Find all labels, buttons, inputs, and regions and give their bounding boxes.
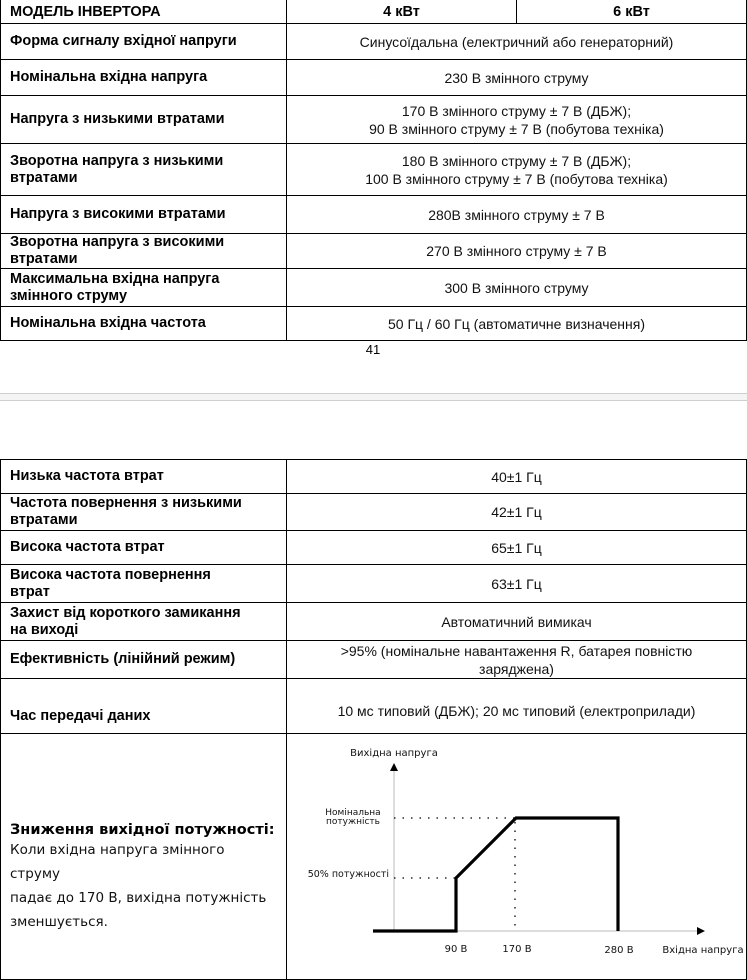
nominal-label: Номінальна (325, 808, 381, 818)
page-break-divider (0, 393, 747, 401)
row-value: 280В змінного струму ± 7 В (287, 196, 747, 234)
derating-desc-line: Коли вхідна напруга змінного струму (10, 842, 225, 882)
model-header-label: МОДЕЛЬ ІНВЕРТОРА (1, 0, 287, 24)
value-line: 170 В змінного струму ± 7 В (ДБЖ); (401, 102, 632, 119)
value-line: >95% (номінальне навантаження R, батарея повністю (340, 643, 693, 659)
inverter-spec-table-continued (0, 459, 747, 980)
table-row (1, 96, 747, 144)
table-row (1, 24, 747, 60)
nominal-label: потужність (326, 817, 380, 827)
table-row (1, 269, 747, 307)
x-axis-arrow-icon (697, 927, 705, 935)
half-power-label: 50% потужності (307, 869, 389, 880)
row-label (1, 234, 287, 269)
label-line: втратами (10, 251, 78, 267)
label-line: Висока частота повернення (10, 566, 211, 583)
row-value: 40±1 Гц (287, 460, 747, 494)
x-tick-90v: 90 В (444, 944, 468, 955)
derating-chart-cell (287, 734, 747, 980)
value-line: 180 В змінного струму ± 7 В (ДБЖ); (401, 152, 632, 169)
row-label: Низька частота втрат (1, 460, 287, 494)
row-value: Синусоїдальна (електричний або генераторний) (287, 24, 747, 60)
row-value: 10 мс типовий (ДБЖ); 20 мс типовий (електроприлади) (287, 679, 747, 734)
table-header-row (1, 0, 747, 24)
row-value (287, 641, 747, 679)
table-row (1, 603, 747, 641)
table-row (1, 494, 747, 531)
row-label: Висока частота втрат (1, 531, 287, 565)
row-label (1, 144, 287, 196)
label-line: Частота повернення з низькими (10, 495, 242, 511)
derating-desc-line: зменшується. (10, 914, 108, 930)
row-label: Напруга з низькими втратами (1, 96, 287, 144)
row-value (287, 96, 747, 144)
table-row (1, 234, 747, 269)
table-row (1, 679, 747, 734)
table-row (1, 565, 747, 603)
row-value: Автоматичний вимикач (287, 603, 747, 641)
output-power-curve (373, 818, 618, 931)
label-line: втрат (10, 583, 50, 600)
label-line: втратами (10, 169, 78, 186)
x-axis-label: Вхідна напруга (662, 945, 744, 956)
row-label: Форма сигналу вхідної напруги (1, 24, 287, 60)
table-row (1, 460, 747, 494)
label-line: Захист від короткого замикання (10, 604, 241, 621)
row-label: Номінальна вхідна напруга (1, 60, 287, 96)
table-row (1, 196, 747, 234)
row-value: 50 Гц / 60 Гц (автоматичне визначення) (287, 307, 747, 341)
label-line: Максимальна вхідна напруга (10, 270, 220, 287)
table-row (1, 307, 747, 341)
row-value (287, 144, 747, 196)
model-4kw-header: 4 кВт (287, 0, 517, 24)
row-label (1, 603, 287, 641)
value-line: 90 В змінного струму ± 7 В (побутова техніка) (369, 120, 664, 137)
row-label (1, 565, 287, 603)
label-line: на виході (10, 621, 79, 638)
row-value: 270 В змінного струму ± 7 В (287, 234, 747, 269)
row-label: Номінальна вхідна частота (1, 307, 287, 341)
row-value: 230 В змінного струму (287, 60, 747, 96)
value-line: заряджена) (479, 661, 554, 677)
row-value: 65±1 Гц (287, 531, 747, 565)
table-row (1, 144, 747, 196)
table-row (1, 60, 747, 96)
model-6kw-header: 6 кВт (517, 0, 747, 24)
row-label: Напруга з високими втратами (1, 196, 287, 234)
row-label (1, 269, 287, 307)
derating-desc-line: падає до 170 В, вихідна потужність (10, 890, 267, 906)
derating-title: Зниження вихідної потужності: (10, 822, 275, 838)
y-axis-arrow-icon (390, 763, 398, 771)
row-label (1, 494, 287, 531)
row-value: 300 В змінного струму (287, 269, 747, 307)
derating-description-cell (1, 734, 287, 980)
table-row (1, 531, 747, 565)
row-label: Час передачі даних (1, 679, 287, 734)
x-tick-170v: 170 В (502, 944, 532, 955)
inverter-spec-table-input (0, 0, 747, 341)
row-value: 42±1 Гц (287, 494, 747, 531)
x-tick-280v: 280 В (604, 945, 634, 956)
page-number: 41 (365, 342, 381, 357)
label-line: змінного струму (10, 287, 128, 304)
table-row (1, 641, 747, 679)
derating-chart (287, 734, 747, 974)
table-row-derating (1, 734, 747, 980)
label-line: Зворотна напруга з низькими (10, 152, 224, 169)
y-axis-label: Вихідна напруга (350, 748, 438, 759)
label-line: втратами (10, 512, 78, 528)
label-line: Зворотна напруга з високими (10, 234, 225, 250)
value-line: 100 В змінного струму ± 7 В (побутова техніка) (365, 170, 668, 187)
row-value: 63±1 Гц (287, 565, 747, 603)
row-label: Ефективність (лінійний режим) (1, 641, 287, 679)
